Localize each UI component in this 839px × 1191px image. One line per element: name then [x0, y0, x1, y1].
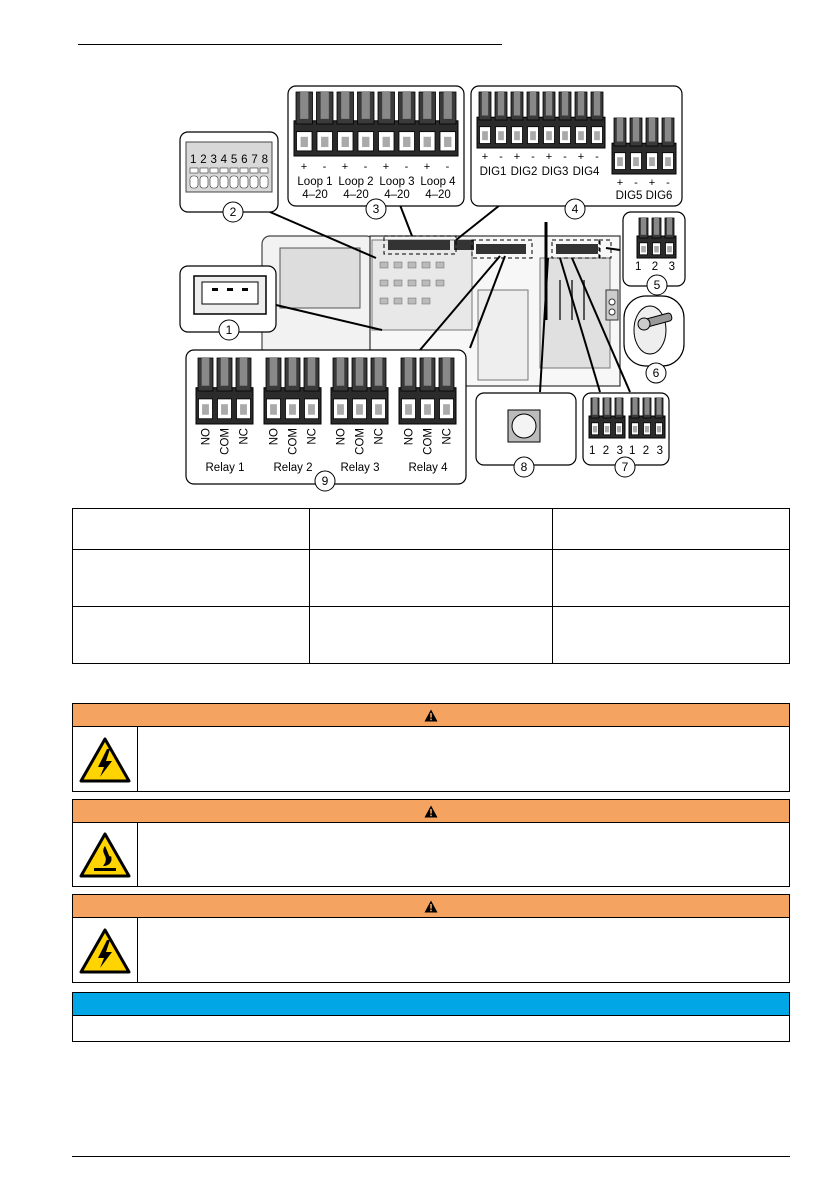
danger-block-electrical: [72, 703, 790, 792]
dig56-label: DIG6: [645, 190, 673, 202]
relay-pin-label: NC: [306, 428, 319, 445]
callout-4-number: 4: [571, 202, 579, 216]
loop-polarity-label: -: [404, 161, 409, 173]
relay-label: Relay 3: [340, 462, 380, 474]
dip-switch-lever: [240, 176, 248, 188]
dip-switch-lever: [200, 176, 208, 188]
connector5-block: [637, 218, 676, 258]
dig56-polarity-label: +: [648, 177, 656, 189]
dig56-label: DIG5: [615, 190, 643, 202]
dig-polarity-label: +: [513, 151, 521, 163]
dip-switch-callout: [180, 132, 278, 212]
relay-terminal-block: [331, 358, 388, 424]
loop-polarity-label: +: [382, 161, 390, 173]
icon-cell: [73, 727, 138, 792]
connector7-pins-b: 1 2 3: [629, 445, 663, 457]
danger-header: [73, 704, 789, 727]
relay-terminal-block: [399, 358, 456, 424]
icon-cell: [73, 918, 138, 983]
table-cell: [553, 550, 790, 607]
dig56-polarity-label: -: [666, 177, 670, 189]
loop-sub-label: 4–20: [384, 189, 410, 201]
loop-label: Loop 4: [420, 176, 456, 188]
dip-switch-slot: [240, 168, 248, 173]
dip-switch-slot: [210, 168, 218, 173]
table-cell: [73, 550, 310, 607]
loop-label: Loop 3: [379, 176, 415, 188]
dig-polarity-label: -: [499, 151, 503, 163]
wiring-diagram: [0, 0, 839, 500]
loop-polarity-label: +: [300, 161, 308, 173]
connector7-block-b: [629, 398, 665, 438]
callout-2-number: 2: [229, 205, 237, 219]
reset-button-callout: [476, 393, 576, 465]
table-cell: [310, 607, 553, 664]
relay-pin-label: COM: [354, 428, 367, 455]
warning-header: [73, 800, 789, 823]
warning-triangle-icon: [424, 805, 438, 818]
danger-text: [138, 727, 789, 792]
relay-pin-label: COM: [287, 428, 300, 455]
dip-switch-slot: [200, 168, 208, 173]
dip-switch-lever: [210, 176, 218, 188]
relay-pin-label: NO: [268, 428, 281, 446]
dip-switch-slot: [230, 168, 238, 173]
dig-polarity-label: +: [545, 151, 553, 163]
relay-pin-label: COM: [422, 428, 435, 455]
dip-switch-lever: [220, 176, 228, 188]
callout-7-number: 7: [621, 460, 629, 474]
relay-terminal-block: [196, 358, 253, 424]
dip-switch-lever: [190, 176, 198, 188]
loop-polarity-label: -: [363, 161, 368, 173]
relay-pin-label: NO: [335, 428, 348, 446]
dig-polarity-label: -: [595, 151, 599, 163]
callout-9-number: 9: [321, 474, 329, 488]
relay-pin-label: NC: [441, 428, 454, 445]
loop-polarity-label: +: [423, 161, 431, 173]
dig56-polarity-label: -: [634, 177, 638, 189]
connector7-block-a: [589, 398, 625, 438]
callout-1-number: 1: [225, 323, 233, 337]
table-cell: [553, 607, 790, 664]
footer-rule: [72, 1156, 790, 1157]
loop-sub-label: 4–20: [343, 189, 369, 201]
table-row: [73, 509, 790, 550]
dig-label: DIG4: [572, 166, 600, 178]
loop-sub-label: 4–20: [302, 189, 328, 201]
table-row: [73, 607, 790, 664]
loop-polarity-label: -: [445, 161, 450, 173]
relay-pin-label: NC: [238, 428, 251, 445]
dip-switch-lever: [250, 176, 258, 188]
dig-polarity-label: +: [481, 151, 489, 163]
warning-header: [73, 895, 789, 918]
dip-switch-slot: [190, 168, 198, 173]
relay-pin-label: NO: [200, 428, 213, 446]
dig-polarity-label: -: [531, 151, 535, 163]
grounding-screw-callout: [624, 296, 684, 366]
relay-label: Relay 2: [273, 462, 313, 474]
table-cell: [310, 509, 553, 550]
loop-label: Loop 1: [297, 176, 333, 188]
callout-3-number: 3: [372, 202, 380, 216]
table-cell: [310, 550, 553, 607]
connector7-pins-a: 1 2 3: [589, 445, 623, 457]
warning-block-electrical: [72, 894, 790, 983]
dip-switch-slot: [220, 168, 228, 173]
loop-polarity-label: -: [322, 161, 327, 173]
relay-pin-label: COM: [219, 428, 232, 455]
table-cell: [73, 509, 310, 550]
relay-label: Relay 4: [408, 462, 448, 474]
electrical-hazard-icon: [79, 737, 131, 783]
dip-switch-slot: [260, 168, 268, 173]
icon-cell: [73, 823, 138, 887]
dip-switch-lever: [260, 176, 268, 188]
warning-block-fire: [72, 799, 790, 887]
callout-6-number: 6: [652, 366, 660, 380]
callout-8-number: 8: [520, 460, 528, 474]
relay-pin-label: NO: [403, 428, 416, 446]
dig-polarity-label: -: [563, 151, 567, 163]
dig-label: DIG2: [510, 166, 538, 178]
notice-block: [72, 992, 790, 1042]
callout-5-number: 5: [653, 278, 661, 292]
warning-triangle-icon: [424, 709, 438, 722]
relay-pin-label: NC: [373, 428, 386, 445]
dip-switch-numbers: 1 2 3 4 5 6 7 8: [190, 154, 268, 166]
connector5-pins: 1 2 3: [635, 261, 675, 273]
warning-text: [138, 823, 789, 887]
table-row: [73, 550, 790, 607]
dig56-polarity-label: +: [616, 177, 624, 189]
loop-sub-label: 4–20: [425, 189, 451, 201]
relay-terminal-block: [264, 358, 321, 424]
loop-label: Loop 2: [338, 176, 374, 188]
legend-table: [72, 508, 790, 664]
fire-hazard-icon: [79, 832, 131, 878]
loop-polarity-label: +: [341, 161, 349, 173]
dig-polarity-label: +: [577, 151, 585, 163]
dig-label: DIG3: [541, 166, 569, 178]
warning-triangle-icon: [424, 900, 438, 913]
notice-header: [73, 993, 789, 1016]
dip-switch-lever: [230, 176, 238, 188]
table-cell: [73, 607, 310, 664]
electrical-hazard-icon: [79, 928, 131, 974]
dip-switch-slot: [250, 168, 258, 173]
relay-label: Relay 1: [205, 462, 245, 474]
dig-label: DIG1: [479, 166, 507, 178]
table-cell: [553, 509, 790, 550]
warning-text: [138, 918, 789, 983]
